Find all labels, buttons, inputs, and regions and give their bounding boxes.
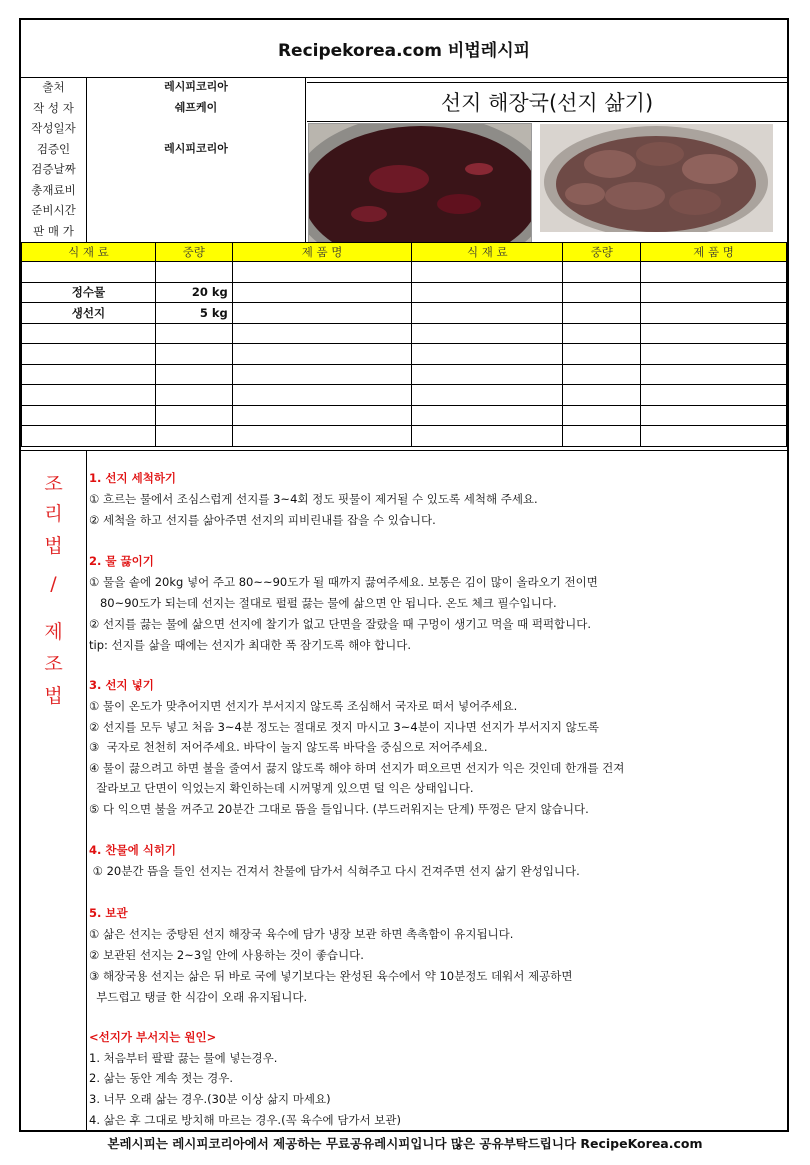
ingredient-cell <box>22 426 156 447</box>
col-header-product: 제 품 명 <box>232 243 412 262</box>
ingredient-cell <box>155 344 232 365</box>
ingredient-cell <box>232 426 412 447</box>
side-label-char: / <box>50 573 57 595</box>
ingredient-row <box>22 385 787 406</box>
ingredient-table <box>21 242 787 447</box>
step-line: ② 보관된 선지는 2~3일 안에 사용하는 것이 좋습니다. <box>89 948 364 962</box>
ingredient-cell <box>22 385 156 406</box>
meta-value-author: 쉐프케이 <box>174 100 218 114</box>
ingredient-cell <box>232 364 412 385</box>
ingredient-cell <box>232 303 412 324</box>
ingredient-cell <box>563 262 641 283</box>
ingredient-cell: 5 kg <box>155 303 232 324</box>
meta-values <box>87 77 306 259</box>
ingredient-cell <box>232 385 412 406</box>
ingredient-cell <box>412 426 563 447</box>
ingredient-cell <box>232 344 412 365</box>
ingredient-cell <box>563 405 641 426</box>
step-line: 부드럽고 탱글 한 식감이 오래 유지됩니다. <box>89 990 308 1004</box>
meta-value-verifier: 레시피코리아 <box>164 141 228 155</box>
step-line: ③ 해장국용 선지는 삶은 뒤 바로 국에 넣기보다는 완성된 육수에서 약 10분정도 데워서 제공하면 <box>89 969 573 983</box>
side-label-char: 조 <box>44 473 63 495</box>
ingredient-cell <box>412 282 563 303</box>
step-line: ① 물이 온도가 맞추어지면 선지가 부서지지 않도록 조심해서 국자로 떠서 넣어주세요. <box>89 699 518 713</box>
meta-label-verifier: 검증인 <box>36 141 71 156</box>
step-line: ⑤ 다 익으면 불을 꺼주고 20분간 그대로 뜸을 들입니다. (부드러워지는 단계) 뚜껑은 닫지 않습니다. <box>89 802 589 816</box>
ingredient-cell <box>412 344 563 365</box>
ingredient-cell <box>563 303 641 324</box>
step-line: 80~90도가 되는데 선지는 절대로 펄펄 끓는 물에 삶으면 안 됩니다. 온도 체크 필수입니다. <box>89 596 557 610</box>
ingredient-row <box>22 262 787 283</box>
step-line: tip: 선지를 삶을 때에는 선지가 최대한 푹 잠기도록 해야 합니다. <box>89 638 412 652</box>
ingredient-cell <box>232 405 412 426</box>
meta-value-date <box>87 118 305 139</box>
ingredient-header-row <box>22 243 787 262</box>
ingredient-cell <box>641 262 787 283</box>
ingredient-row <box>22 405 787 426</box>
col-header-product-2: 제 품 명 <box>641 243 787 262</box>
step-line: 3. 너무 오래 삶는 경우.(30분 이상 삶지 마세요) <box>89 1092 331 1106</box>
ingredient-row <box>22 364 787 385</box>
sheet-title: Recipekorea.com 비법레시피 <box>21 20 787 78</box>
ingredient-cell <box>232 262 412 283</box>
ingredient-cell <box>563 426 641 447</box>
col-header-weight: 중량 <box>155 243 232 262</box>
step-line: 2. 삶는 동안 계속 젓는 경우. <box>89 1071 233 1085</box>
ingredient-cell <box>232 282 412 303</box>
ingredient-cell <box>22 344 156 365</box>
ingredient-cell <box>641 344 787 365</box>
ingredient-cell <box>412 323 563 344</box>
step-heading: 2. 물 끓이기 <box>89 554 154 568</box>
ingredient-cell <box>22 262 156 283</box>
ingredient-cell <box>412 303 563 324</box>
ingredient-cell: 20 kg <box>155 282 232 303</box>
ingredient-cell <box>22 364 156 385</box>
step-heading: 5. 보관 <box>89 906 128 920</box>
meta-label-prep-time: 준비시간 <box>31 203 76 217</box>
meta-value-cost <box>87 180 305 201</box>
ingredient-cell <box>155 405 232 426</box>
meta-value-price <box>87 221 305 242</box>
ingredient-cell <box>412 262 563 283</box>
step-heading: 3. 선지 넣기 <box>89 678 154 692</box>
step-heading: 1. 선지 세척하기 <box>89 471 177 485</box>
step-line: 4. 삶은 후 그대로 방치해 마르는 경우.(꼭 육수에 담가서 보관) <box>89 1113 402 1127</box>
ingredient-cell <box>155 323 232 344</box>
ingredient-row <box>22 303 787 324</box>
method-section <box>21 450 787 1131</box>
side-label-char: 제 <box>44 621 63 643</box>
step-heading: 4. 찬물에 식히기 <box>89 843 177 857</box>
ingredient-row <box>22 344 787 365</box>
ingredient-cell <box>155 262 232 283</box>
side-label-char: 법 <box>44 685 63 707</box>
step-line: ④ 물이 끓으려고 하면 불을 줄여서 끓지 않도록 해야 하며 선지가 떠오르면 선지가 익은 것인데 한개를 건져 <box>89 761 625 775</box>
col-header-weight-2: 중량 <box>563 243 641 262</box>
ingredient-row <box>22 282 787 303</box>
meta-value-prep-time <box>87 200 305 221</box>
ingredient-cell <box>641 364 787 385</box>
ingredient-cell <box>641 426 787 447</box>
meta-value-verify-date <box>87 159 305 180</box>
step-line: ① 흐르는 물에서 조심스럽게 선지를 3~4회 정도 핏물이 제거될 수 있도록 세척해 주세요. <box>89 492 538 506</box>
ingredient-cell <box>641 323 787 344</box>
col-header-ingredient-2: 식 재 료 <box>412 243 563 262</box>
ingredient-cell <box>641 385 787 406</box>
ingredient-cell <box>563 385 641 406</box>
step-line: 1. 처음부터 팔팔 끓는 물에 넣는경우. <box>89 1051 278 1065</box>
meta-label-cost: 총재료비 <box>31 182 76 197</box>
meta-block <box>21 77 306 259</box>
step-line: ② 세척을 하고 선지를 삶아주면 선지의 피비린내를 잡을 수 있습니다. <box>89 513 436 527</box>
ingredient-cell <box>563 282 641 303</box>
ingredient-cell <box>641 405 787 426</box>
ingredient-cell <box>155 426 232 447</box>
ingredient-cell <box>412 405 563 426</box>
ingredient-cell <box>155 364 232 385</box>
step-line: ① 삶은 선지는 중탕된 선지 해장국 육수에 담가 냉장 보관 하면 촉촉함이 유지됩니다. <box>89 927 514 941</box>
ingredient-cell <box>563 364 641 385</box>
step-line: ② 선지를 끓는 물에 삶으면 선지에 찰기가 없고 단면을 잘랐을 때 구멍이 생기고 먹을 때 퍽퍽합니다. <box>89 617 592 631</box>
meta-label-author: 작 성 자 <box>33 100 74 115</box>
meta-label-price: 판 매 가 <box>33 223 74 238</box>
side-label-char: 리 <box>44 503 63 525</box>
ingredient-cell <box>412 364 563 385</box>
footer-notice: 본레시피는 레시피코리아에서 제공하는 무료공유레시피입니다 많은 공유부탁드립니다 RecipeKorea.com <box>107 1136 703 1151</box>
ingredient-cell <box>641 282 787 303</box>
ingredient-row <box>22 323 787 344</box>
step-line: ② 선지를 모두 넣고 처음 3~4분 정도는 절대로 젓지 마시고 3~4분이 지나면 선지가 부서지지 않도록 <box>89 720 599 734</box>
step-line: 잘라보고 단면이 익었는지 확인하는데 시꺼멓게 있으면 덜 익은 상태입니다. <box>89 781 474 795</box>
step-line: ① 20분간 뜸을 들인 선지는 건져서 찬물에 담가서 식혀주고 다시 건져주면 선지 삶기 완성입니다. <box>89 864 580 878</box>
ingredient-cell <box>412 385 563 406</box>
ingredient-cell <box>232 323 412 344</box>
photo-boiled-blood-slices <box>540 124 773 232</box>
ingredient-cell <box>22 323 156 344</box>
side-label-char: 조 <box>44 653 63 675</box>
recipe-sheet <box>19 18 789 1132</box>
meta-label-verify-date: 검증날짜 <box>31 162 76 176</box>
photo-blood-in-pot <box>308 123 532 243</box>
step-heading: <선지가 부서지는 원인> <box>89 1030 217 1044</box>
dish-title: 선지 해장국(선지 삶기) <box>307 82 787 122</box>
ingredient-cell: 생선지 <box>22 303 156 324</box>
ingredient-row <box>22 426 787 447</box>
meta-label-source: 출처 <box>42 80 65 94</box>
step-line: ③ 국자로 천천히 저어주세요. 바닥이 눌지 않도록 바닥을 중심으로 저어주세요. <box>89 740 488 754</box>
ingredient-cell: 정수물 <box>22 282 156 303</box>
col-header-ingredient: 식 재 료 <box>22 243 156 262</box>
meta-label-date: 작성일자 <box>31 121 76 135</box>
ingredient-cell <box>22 405 156 426</box>
side-label-char: 법 <box>44 535 63 557</box>
ingredient-cell <box>155 385 232 406</box>
method-side-label <box>21 451 87 1131</box>
meta-value-source: 레시피코리아 <box>164 80 228 93</box>
meta-labels <box>21 77 87 259</box>
ingredient-cell <box>641 303 787 324</box>
step-line: ① 물을 솥에 20kg 넣어 주고 80~~90도가 될 때까지 끓여주세요. 보통은 김이 많이 올라오기 전이면 <box>89 575 598 589</box>
ingredient-cell <box>563 344 641 365</box>
ingredient-cell <box>563 323 641 344</box>
